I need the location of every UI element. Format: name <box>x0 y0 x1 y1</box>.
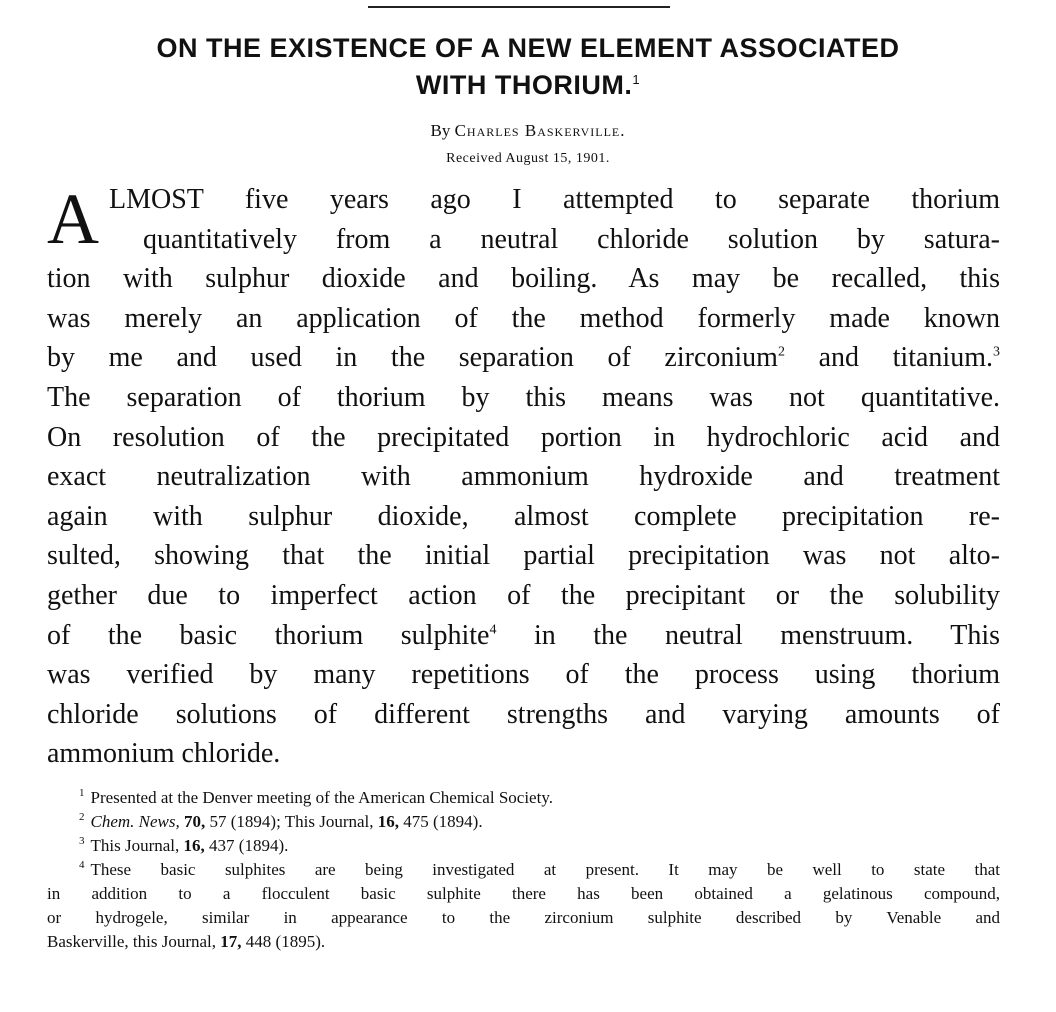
body-line-with-refs <box>47 616 1000 656</box>
footnote-4 <box>47 858 1000 882</box>
body-line-text: in the neutral menstruum. This <box>496 619 1001 651</box>
footnote-mark: 3 <box>79 835 85 848</box>
footnote-text: Baskerville, this Journal, <box>47 932 221 951</box>
body-line-text: by me and used in the separation of zirconium <box>47 342 778 374</box>
footnote-text: 448 (1895). <box>241 932 326 951</box>
drop-cap: A <box>47 179 99 259</box>
body-line: again with sulphur dioxide, almost complete precipitation re- <box>47 500 1000 532</box>
body-line: quantitatively from a neutral chloride solution by satura- <box>143 223 1000 255</box>
body-line: tion with sulphur dioxide and boiling. As may be recalled, this <box>47 263 1000 295</box>
body-line: LMOST five years ago I attempted to separate thorium <box>109 184 1000 215</box>
volume: 70, <box>184 812 206 831</box>
footnote-4-line: or hydrogele, similar in appearance to the zirconium sulphite described by Venable and <box>47 908 1000 927</box>
body-line: exact neutralization with ammonium hydroxide and treatment <box>47 461 1000 493</box>
footnote-4-line: in addition to a flocculent basic sulphite there has been obtained a gelatinous compound, <box>47 884 1000 903</box>
top-rule <box>368 6 670 8</box>
received-date: Received August 15, 1901. <box>446 151 610 166</box>
footnote-ref: 2 <box>777 345 785 361</box>
byline <box>0 121 1056 141</box>
footnote-text: 437 (1894). <box>204 836 289 855</box>
footnote-text: These basic sulphites are being investigated at present. It may be well to state that <box>90 860 1000 879</box>
footnotes <box>47 786 1000 954</box>
footnote-text: 475 (1894). <box>399 812 483 831</box>
title-line-2: WITH THORIUM. <box>415 70 633 100</box>
author-name: Charles Baskerville. <box>454 121 626 140</box>
body-line: chloride solutions of different strengths and varying amounts of <box>47 698 1000 730</box>
article-title <box>20 30 1036 104</box>
body-line: The separation of thorium by this means was not quantitative. <box>47 381 1000 413</box>
byline-prefix: By <box>430 121 451 140</box>
body-line-with-refs <box>47 338 1000 378</box>
journal-name: Chem. News, <box>90 812 180 831</box>
footnote-ref: 3 <box>992 345 1000 361</box>
footnote-text: 57 (1894); This Journal, <box>205 812 378 831</box>
footnote-1 <box>47 786 1000 810</box>
body-line-text: of the basic thorium sulphite <box>47 619 490 651</box>
footnote-mark: 2 <box>79 811 85 824</box>
body-line: gether due to imperfect action of the precipitant or the solubility <box>47 579 1000 611</box>
footnote-text: Presented at the Denver meeting of the American Chemical Society. <box>90 788 553 807</box>
footnote-ref: 4 <box>489 622 497 638</box>
body-line: On resolution of the precipitated portion in hydrochloric acid and <box>47 421 1000 453</box>
body-paragraph <box>47 180 1000 774</box>
body-line: was verified by many repetitions of the process using thorium <box>47 659 1000 691</box>
title-footnote-mark: 1 <box>632 72 641 87</box>
title-line-1: ON THE EXISTENCE OF A NEW ELEMENT ASSOCIATED <box>156 33 900 63</box>
footnote-2 <box>47 810 1000 834</box>
body-line: was merely an application of the method formerly made known <box>47 302 1000 334</box>
volume: 16, <box>377 812 400 831</box>
volume: 17, <box>220 932 242 951</box>
footnote-text: This Journal, <box>90 836 184 855</box>
footnote-mark: 1 <box>79 787 85 800</box>
footnote-4-line <box>47 930 1000 954</box>
footnote-mark: 4 <box>79 859 85 872</box>
volume: 16, <box>183 836 205 855</box>
body-line: ammonium chloride. <box>47 738 281 770</box>
body-line-text: and titanium. <box>784 342 993 374</box>
body-line: sulted, showing that the initial partial precipitation was not alto- <box>47 540 1000 572</box>
footnote-3 <box>47 834 1000 858</box>
